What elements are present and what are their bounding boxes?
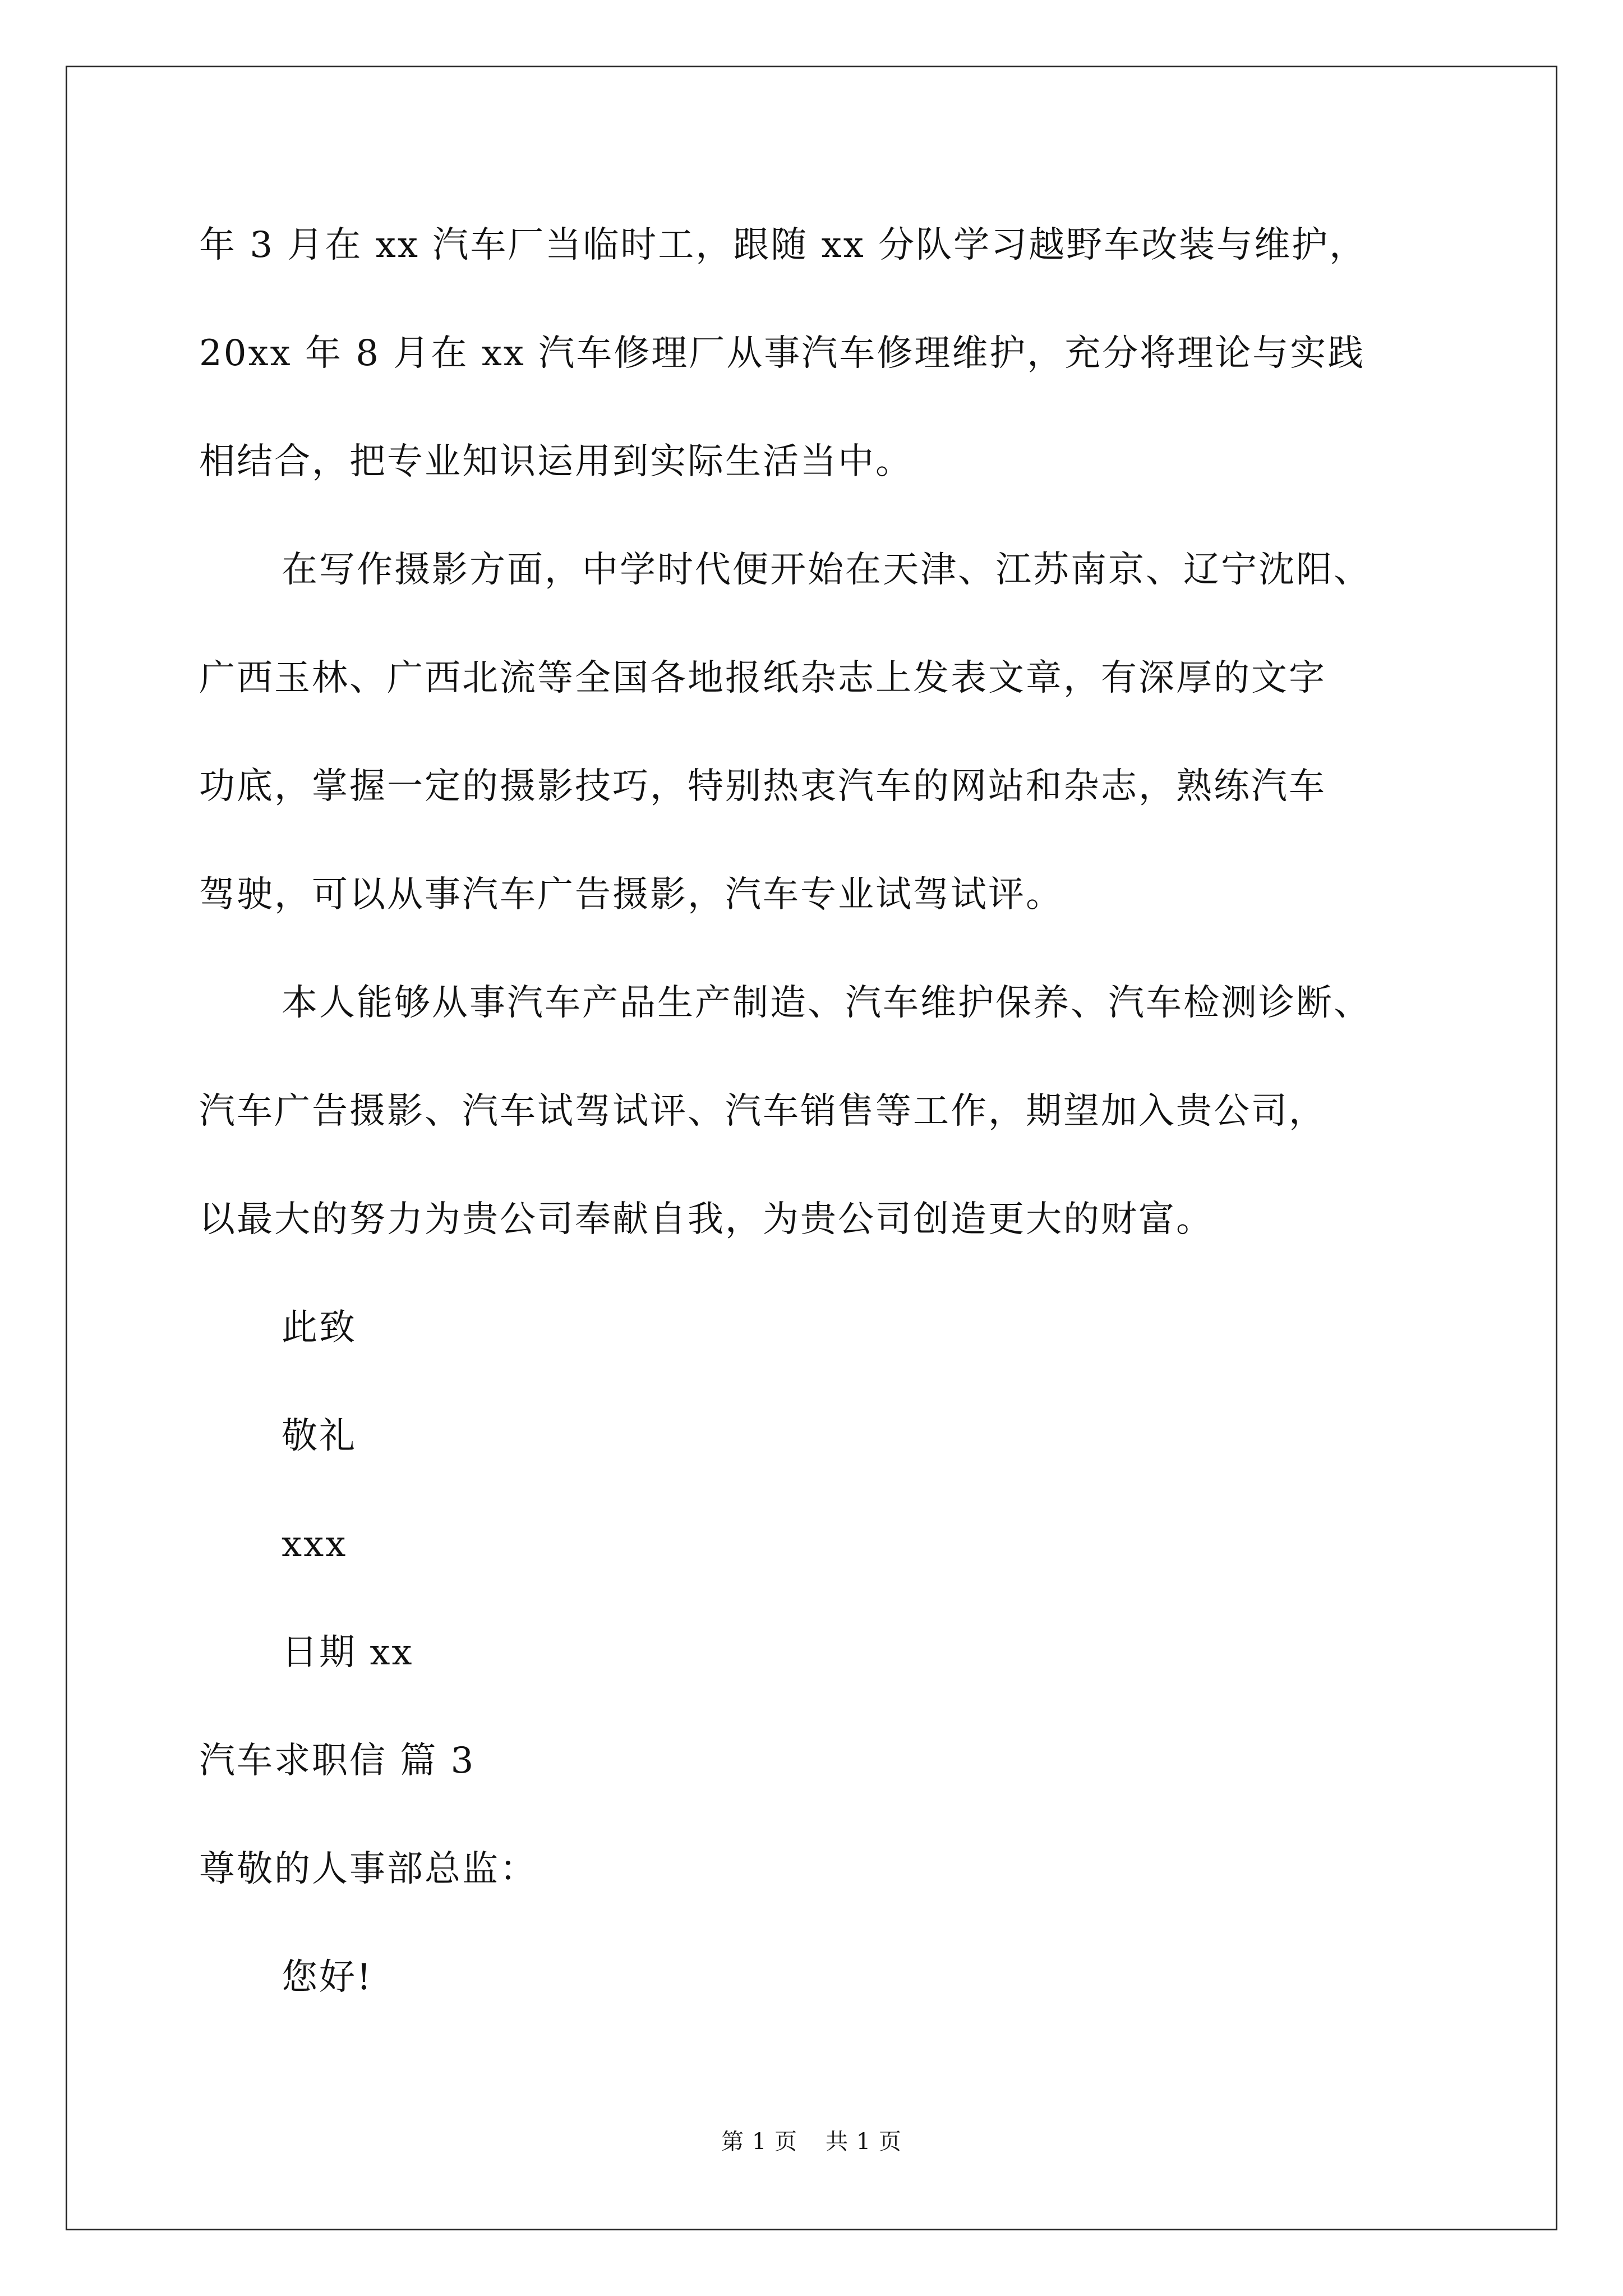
letter-greeting: 您好!	[282, 1957, 373, 1998]
letter-addressee: 尊敬的人事部总监：	[199, 1848, 537, 1890]
page-border	[66, 66, 1557, 2230]
body-line-10: 以最大的努力为贵公司奉献自我，为贵公司创造更大的财富。	[199, 1199, 1214, 1240]
closing-salutation: 此致	[282, 1307, 357, 1349]
body-line-3: 相结合，把专业知识运用到实际生活当中。	[199, 441, 913, 482]
page-total: 共 1 页	[826, 2129, 902, 2155]
body-line-2: 20xx 年 8 月在 xx 汽车修理厂从事汽车修理维护，充分将理论与实践	[199, 333, 1366, 374]
body-line-8: 本人能够从事汽车产品生产制造、汽车维护保养、汽车检测诊断、	[282, 982, 1371, 1024]
body-line-6: 功底，掌握一定的摄影技巧，特别热衷汽车的网站和杂志，熟练汽车	[199, 766, 1326, 807]
body-line-5: 广西玉林、广西北流等全国各地报纸杂志上发表文章，有深厚的文字	[199, 657, 1326, 699]
body-line-7: 驾驶，可以从事汽车广告摄影，汽车专业试驾试评。	[199, 874, 1063, 915]
body-line-9: 汽车广告摄影、汽车试驾试评、汽车销售等工作，期望加入贵公司，	[199, 1091, 1326, 1132]
signature-date: 日期 xx	[282, 1632, 414, 1673]
body-line-1: 年 3 月在 xx 汽车厂当临时工，跟随 xx 分队学习越野车改装与维护，	[199, 224, 1367, 266]
closing-regards: 敬礼	[282, 1415, 357, 1457]
page-footer	[0, 2131, 1623, 2153]
page-number: 第 1 页	[721, 2129, 797, 2155]
body-line-4: 在写作摄影方面，中学时代便开始在天津、江苏南京、辽宁沈阳、	[282, 549, 1371, 591]
section-heading: 汽车求职信 篇 3	[199, 1740, 476, 1782]
signature-name: xxx	[282, 1524, 348, 1565]
